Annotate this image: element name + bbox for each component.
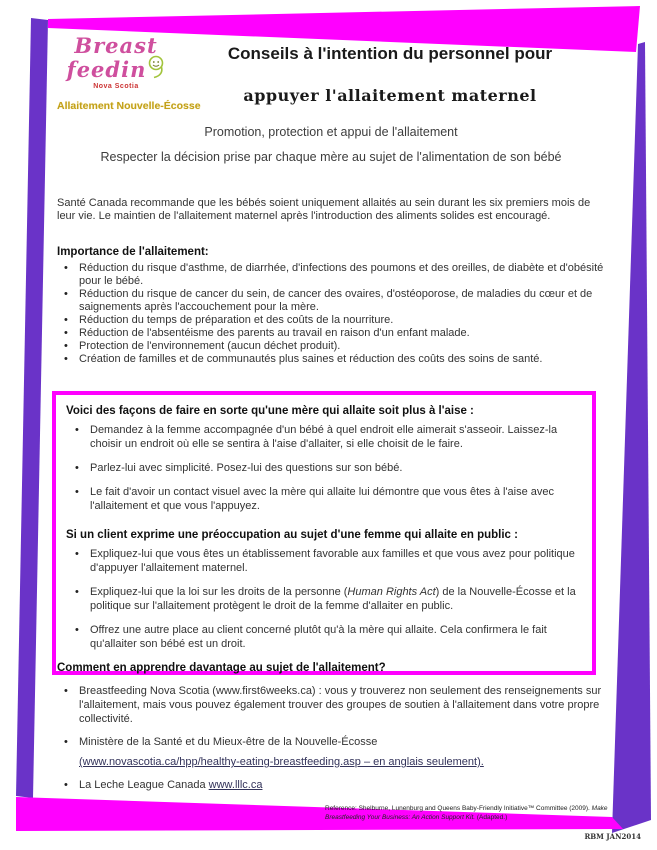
reference-title-italic: Make Breastfeeding Your Business: An Action Support Kit. (325, 805, 608, 821)
box-heading-comfort: Voici des façons de faire en sorte qu'une mère qui allaite soit plus à l'aise : (66, 405, 474, 417)
smiley-face-icon (147, 55, 165, 79)
page-content (57, 34, 605, 112)
logo-tagline: Allaitement Nouvelle-Écosse (57, 100, 201, 112)
subtitle (57, 120, 605, 170)
learn-more-section (57, 662, 605, 801)
novascotia-breastfeeding-link[interactable]: (www.novascotia.ca/hpp/healthy-eating-breastfeeding.asp – en anglais seulement). (79, 756, 484, 768)
learn-more-list (57, 684, 605, 792)
border-left (16, 18, 48, 798)
importance-section (57, 246, 605, 366)
reference-text: Reference: Shelburne, Lunenburg and Queens Baby-Friendly Initiative™ Committee (2009). (325, 805, 592, 812)
box-heading-concern: Si un client exprime une préoccupation au sujet d'une femme qui allaite en public : (66, 529, 518, 541)
importance-list (57, 262, 605, 366)
subtitle-line1: Promotion, protection et appui de l'allaitement (204, 125, 458, 139)
page-title-line1: Conseils à l'intention du personnel pour (227, 44, 553, 63)
comfort-tips-list (66, 423, 580, 513)
header (57, 34, 605, 112)
reference-citation (325, 805, 641, 822)
list-item: • Réduction du risque de cancer du sein, de cancer des ovaires, d'ostéoporose, de maladies du cœur et de saignements après l'accouchement pour la mère. (79, 288, 605, 314)
highlight-box (52, 391, 596, 675)
list-item-text: Ministère de la Santé et du Mieux-être de la Nouvelle-Écosse (79, 736, 378, 748)
logo-row (57, 55, 175, 82)
list-item: • Réduction du risque d'asthme, de diarrhée, d'infections des poumons et des oreilles, de diabète et d'obésité pour le bébé. (79, 262, 605, 288)
title-block (175, 34, 605, 105)
list-item: • Création de familles et de communautés plus saines et réduction des coûts des soins de santé. (79, 353, 605, 366)
list-item: • Parlez-lui avec simplicité. Posez-lui des questions sur son bébé. (90, 461, 580, 475)
list-item-text: La Leche League Canada (79, 779, 209, 791)
breastfeeding-nova-scotia-logo (57, 33, 201, 112)
concern-tips-list (66, 547, 580, 651)
logo-word-feedin: feedin (66, 57, 147, 82)
revision-stamp: RBM JAN2014 (584, 832, 641, 841)
list-item-text: ) de la Nouvelle-Écosse et la politique sur l'allaitement protègent le droit de la femme d'allaiter en public. (90, 586, 576, 612)
border-right (612, 42, 651, 833)
learn-more-heading: Comment en apprendre davantage au sujet de l'allaitement? (57, 662, 386, 674)
human-rights-act-italic: Human Rights Act (347, 586, 436, 598)
subtitle-line2: Respecter la décision prise par chaque mère au sujet de l'alimentation de son bébé (100, 150, 562, 164)
list-item-text: Expliquez-lui que la loi sur les droits de la personne ( (90, 586, 348, 598)
list-item: • Demandez à la femme accompagnée d'un bébé à quel endroit elle aimerait s'asseoir. Laissez-la choisir un endroit où elle se sentira à l'aise d'allaiter, si elle choisit de le faire. (90, 423, 580, 451)
list-item: • Le fait d'avoir un contact visuel avec la mère qui allaite lui démontre que vous êtes à l'aise avec l'allaitement et que vous l'appuyez. (90, 485, 580, 513)
intro-paragraph: Santé Canada recommande que les bébés soient uniquement allaités au sein durant les six premiers mois de leur vie. Le maintien de l'allaitement maternel après l'introduction des aliments solides est encouragé. (57, 197, 591, 222)
list-item (79, 778, 605, 792)
list-item: • Offrez une autre place au client concerné plutôt qu'à la mère qui allaite. Cela confirmera le fait qu'allaiter son bébé est un droit. (90, 623, 580, 651)
logo-word-breast: Breast (74, 33, 158, 58)
list-item: • Breastfeeding Nova Scotia (www.first6weeks.ca) : vous y trouverez non seulement des renseignements sur l'allaitement, mais vous pouvez également trouver des groupes de soutien à l'allaitement dans votre propre collectivité. (79, 684, 605, 726)
importance-heading: Importance de l'allaitement: (57, 246, 209, 258)
list-item: • Protection de l'environnement (aucun déchet produit). (79, 340, 605, 353)
reference-text: (Adapted.) (475, 813, 508, 821)
list-item: • Expliquez-lui que vous êtes un établissement favorable aux familles et que vous avez pour politique d'appuyer l'allaitement maternel. (90, 547, 580, 575)
list-item: • Réduction du temps de préparation et des coûts de la nourriture. (79, 314, 605, 327)
list-item (79, 735, 605, 769)
list-item: • Réduction de l'absentéisme des parents au travail en raison d'un enfant malade. (79, 327, 605, 340)
page-title-line2: appuyer l'allaitement maternel (243, 86, 537, 105)
list-item (90, 585, 580, 613)
logo-region-label: Nova Scotia (93, 83, 139, 90)
lllc-link[interactable]: www.lllc.ca (208, 779, 263, 791)
